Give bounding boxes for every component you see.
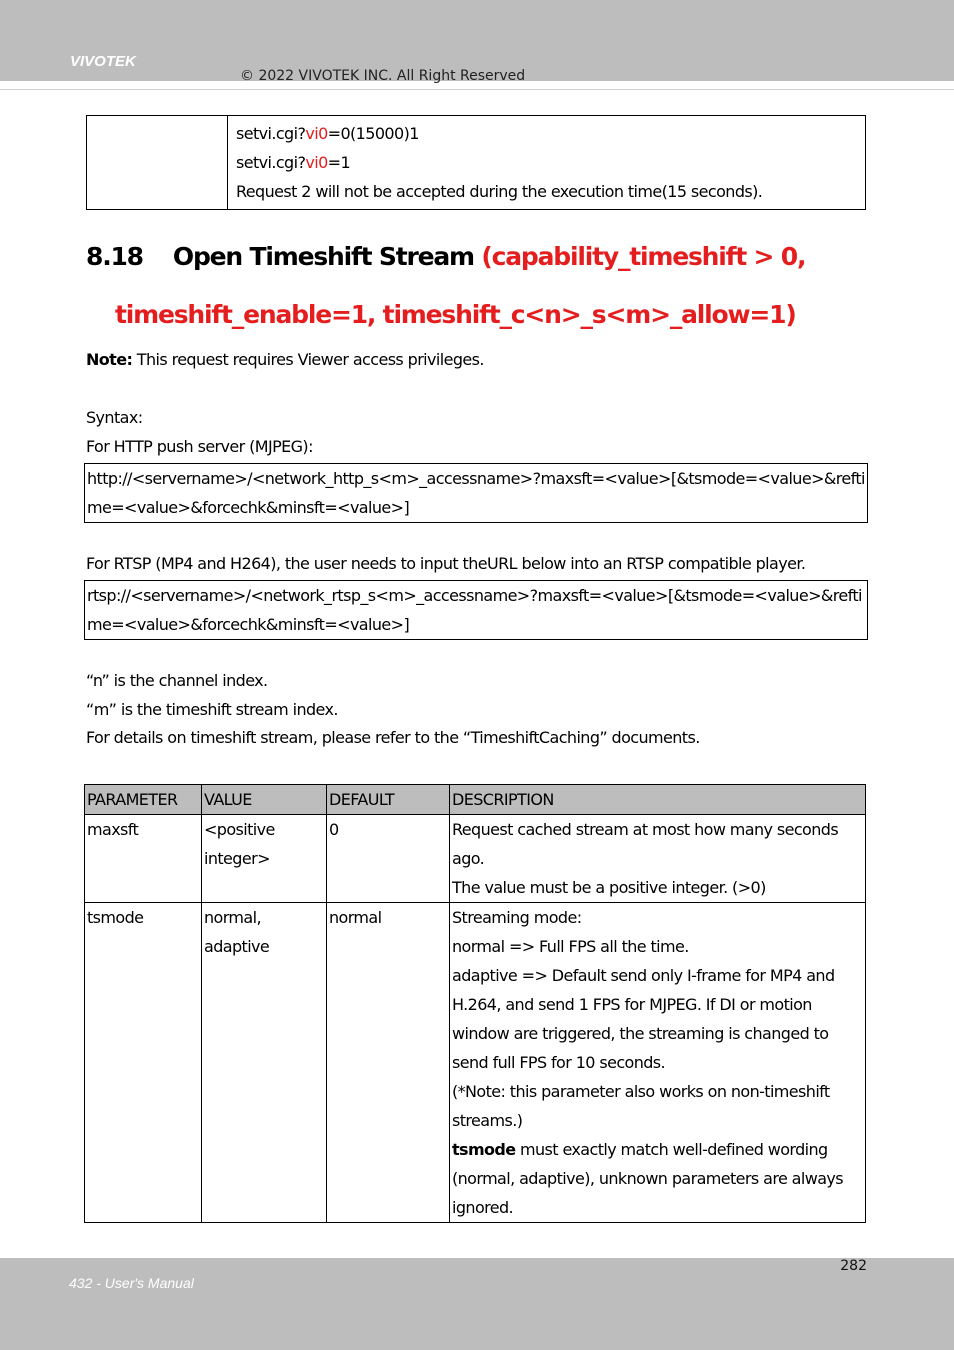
section-number: 8.18 [86,242,143,271]
cell-value: <positive integer> [202,815,327,903]
note-label: Note: [86,350,133,369]
header-description: DESCRIPTION [450,785,866,815]
cell-default: normal [327,903,450,1223]
rtsp-label: For RTSP (MP4 and H264), the user needs to input theURL below into an RTSP compatible player. [86,554,806,573]
manual-page-label: 432 - User's Manual [69,1275,194,1291]
cell-default: 0 [327,815,450,903]
note-line [86,350,484,369]
example-line-2: setvi.cgi?vi0=1 [236,153,351,172]
rtsp-url-box: rtsp://<servername>/<network_rtsp_s<m>_accessname>?maxsft=<value>[&tsmode=<value>&reftime=<value>&forcechk&minsft=<value>] [84,580,868,640]
example-table [86,115,866,210]
note-channel-index: “n” is the channel index. [86,671,268,690]
example-line-3: Request 2 will not be accepted during the execution time(15 seconds). [236,182,763,201]
header-parameter: PARAMETER [85,785,202,815]
section-condition-2: timeshift_enable=1, timeshift_c<n>_s<m>_allow=1) [115,300,796,329]
cell-value: normal, adaptive [202,903,327,1223]
cell-parameter: tsmode [85,903,202,1223]
page-footer [0,1258,954,1350]
parameter-table [84,784,866,1223]
section-condition-1: (capability_timeshift > 0, [481,242,806,271]
note-text: This request requires Viewer access privileges. [132,350,484,369]
cell-description: Streaming mode: normal => Full FPS all the time. adaptive => Default send only I-frame for MP4 and H.264, and send 1 FPS for MJPEG. If DI or motion window are triggered, the streaming is changed to send full FPS for 10 seconds. (*Note: this parameter also works on non-timeshift streams.) tsmode must exactly match well-defined wording (normal, adaptive), unknown parameters are always ignored. [450,903,866,1223]
cell-parameter: maxsft [85,815,202,903]
header-divider [0,89,954,90]
brand-logo: VIVOTEK [70,53,136,70]
table-header-row [85,785,866,815]
header-default: DEFAULT [327,785,450,815]
cell-description: Request cached stream at most how many seconds ago. The value must be a positive integer. (>0) [450,815,866,903]
http-url-box: http://<servername>/<network_http_s<m>_accessname>?maxsft=<value>[&tsmode=<value>&reftime=<value>&forcechk&minsft=<value>] [84,463,868,523]
page-number: 282 [840,1258,867,1274]
syntax-label: Syntax: [86,408,143,427]
example-table-code-cell [228,116,866,210]
section-title: Open Timeshift Stream [172,242,474,271]
copyright-text: © 2022 VIVOTEK INC. All Right Reserved [240,68,526,84]
note-stream-index: “m” is the timeshift stream index. [86,700,338,719]
http-label: For HTTP push server (MJPEG): [86,437,313,456]
table-row [85,903,866,1223]
example-table-empty-cell [87,116,228,210]
example-line-1: setvi.cgi?vi0=0(15000)1 [236,124,419,143]
section-heading [86,242,805,271]
table-row [85,815,866,903]
header-value: VALUE [202,785,327,815]
note-details: For details on timeshift stream, please refer to the “TimeshiftCaching” documents. [86,728,700,747]
